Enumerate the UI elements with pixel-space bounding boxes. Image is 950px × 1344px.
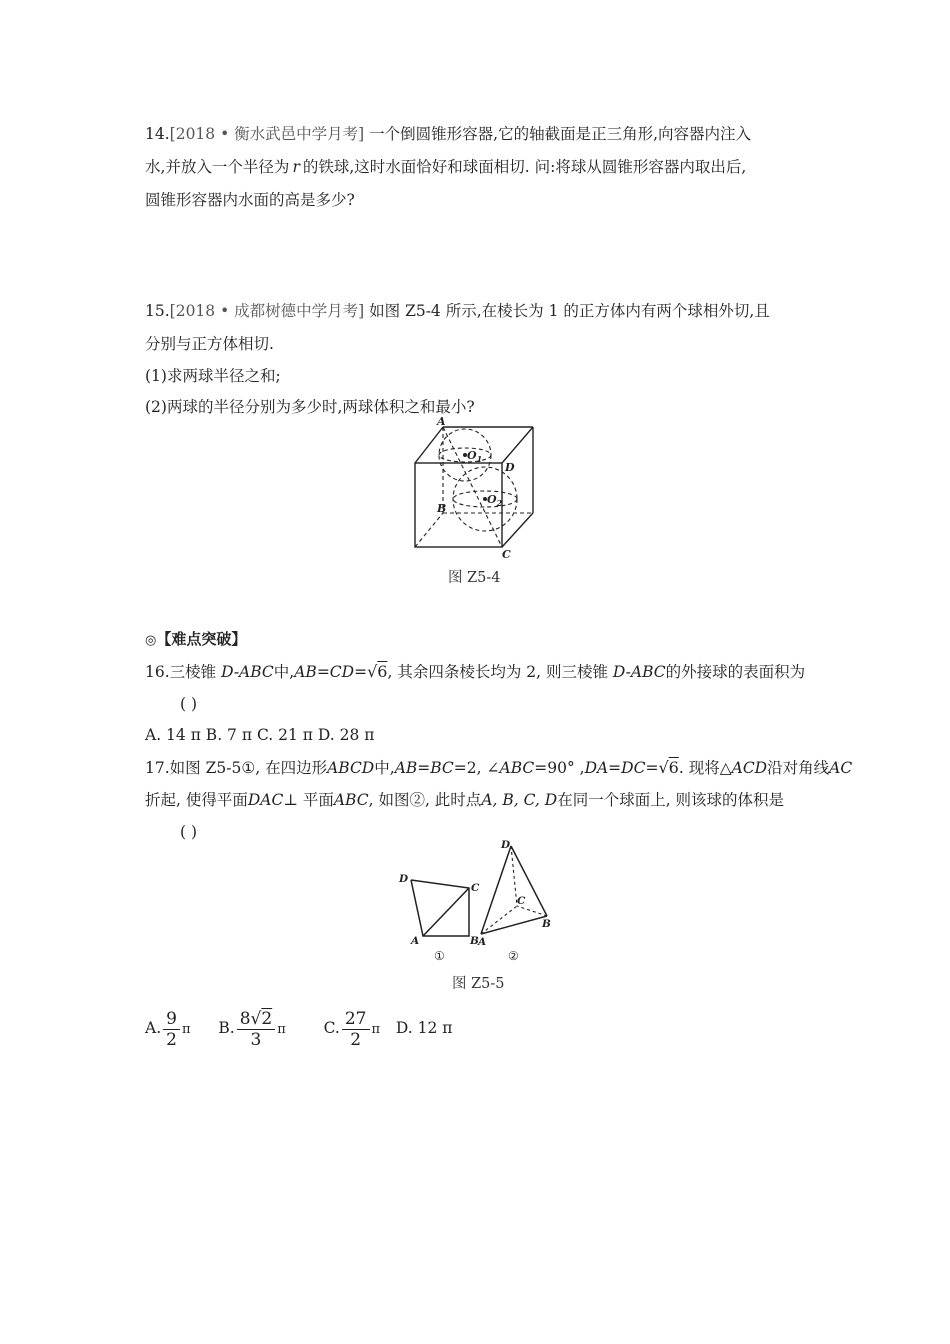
fig2-label-B: B: [542, 918, 551, 930]
q16-answer-paren: ( ): [180, 695, 198, 713]
q15-sub-1: (1)求两球半径之和;: [145, 367, 281, 385]
tetrahedron: [481, 846, 547, 934]
sqrt-symbol: √6: [367, 662, 388, 681]
option-b-fraction: $\frac{8√2}{3}$: [237, 1010, 276, 1049]
fig1-label-C: C: [471, 882, 480, 894]
option-c-fraction: $\frac{27}{2}$: [342, 1010, 370, 1049]
caption-z5-5: 图 Z5-5: [452, 976, 505, 992]
section-title: 【难点突破】: [156, 630, 247, 648]
q16-options: A. 14 π B. 7 π C. 21 π D. 28 π: [145, 726, 375, 744]
q14-line-2: 水,并放入一个半径为 r 的铁球,这时水面恰好和球面相切. 问:将球从圆锥形容器内取出后,: [145, 158, 747, 176]
label-C: C: [502, 548, 511, 560]
q17-line-2: 折起, 使得平面DAC⊥ 平面ABC, 如图②, 此时点A, B, C, D在同一个球面上, 则该球的体积是: [145, 791, 785, 809]
fig1-label-D: D: [399, 873, 409, 885]
q15-line-1: [145, 300, 770, 322]
q14-line-3: 圆锥形容器内水面的高是多少?: [145, 191, 355, 209]
sqrt-symbol: √6: [658, 758, 679, 777]
label-A: A: [437, 415, 446, 428]
label-O1: $O_1$: [467, 449, 483, 464]
q15-source: [2018 • 成都树德中学月考]: [169, 302, 365, 320]
fig1-mark: ①: [434, 949, 445, 963]
var-r: r: [292, 158, 300, 176]
q16-line-1: 16.三棱锥 D-ABC中,AB=CD=√6, 其余四条棱长均为 2, 则三棱锥 D-ABC的外接球的表面积为: [145, 662, 806, 681]
label-D: D: [505, 461, 515, 474]
label-O2: $O_2$: [487, 493, 503, 508]
q14-text-1: 一个倒圆锥形容器,它的轴截面是正三角形,向容器内注入: [369, 125, 751, 143]
fig2-label-D: D: [501, 839, 511, 851]
section-heading: [145, 628, 246, 652]
q15-text-1: 如图 Z5-4 所示,在棱长为 1 的正方体内有两个球相外切,且: [369, 302, 770, 320]
fig1-label-B: B: [470, 935, 479, 947]
q14-number: 14.: [145, 125, 170, 143]
label-B: B: [437, 502, 447, 515]
q16-number: 16.: [145, 663, 170, 681]
fig2-mark: ②: [508, 949, 519, 963]
q17-line-1: 17.如图 Z5-5①, 在四边形ABCD中,AB=BC=2, ∠ABC=90° ,DA=DC=√6. 现将△ACD沿对角线AC: [145, 758, 853, 777]
option-a-fraction: $\frac{9}{2}$: [163, 1010, 180, 1049]
q15-number: 15.: [145, 302, 170, 320]
figure-z5-4: [405, 415, 550, 560]
q17-number: 17.: [145, 759, 170, 777]
target-icon: ◎: [145, 633, 157, 648]
q15-sub-2: (2)两球的半径分别为多少时,两球体积之和最小?: [145, 398, 475, 416]
q15-line-2: 分别与正方体相切.: [145, 335, 274, 353]
fig1-label-A: A: [411, 935, 420, 947]
fig2-label-C: C: [517, 895, 526, 907]
q17-options: A. $\frac{9}{2}$ π B. $\frac{8√2}{3}$ π C. $\frac{27}{2}$ π D. 12 π: [145, 1008, 453, 1050]
fig2-label-A: A: [478, 936, 487, 948]
q14-line-1: [145, 123, 751, 145]
quadrilateral-abcd: [411, 880, 469, 936]
figure-z5-5: [395, 836, 565, 964]
q14-source: [2018 • 衡水武邑中学月考]: [169, 125, 365, 143]
q17-answer-paren: ( ): [180, 823, 198, 841]
caption-z5-4: 图 Z5-4: [448, 570, 501, 586]
